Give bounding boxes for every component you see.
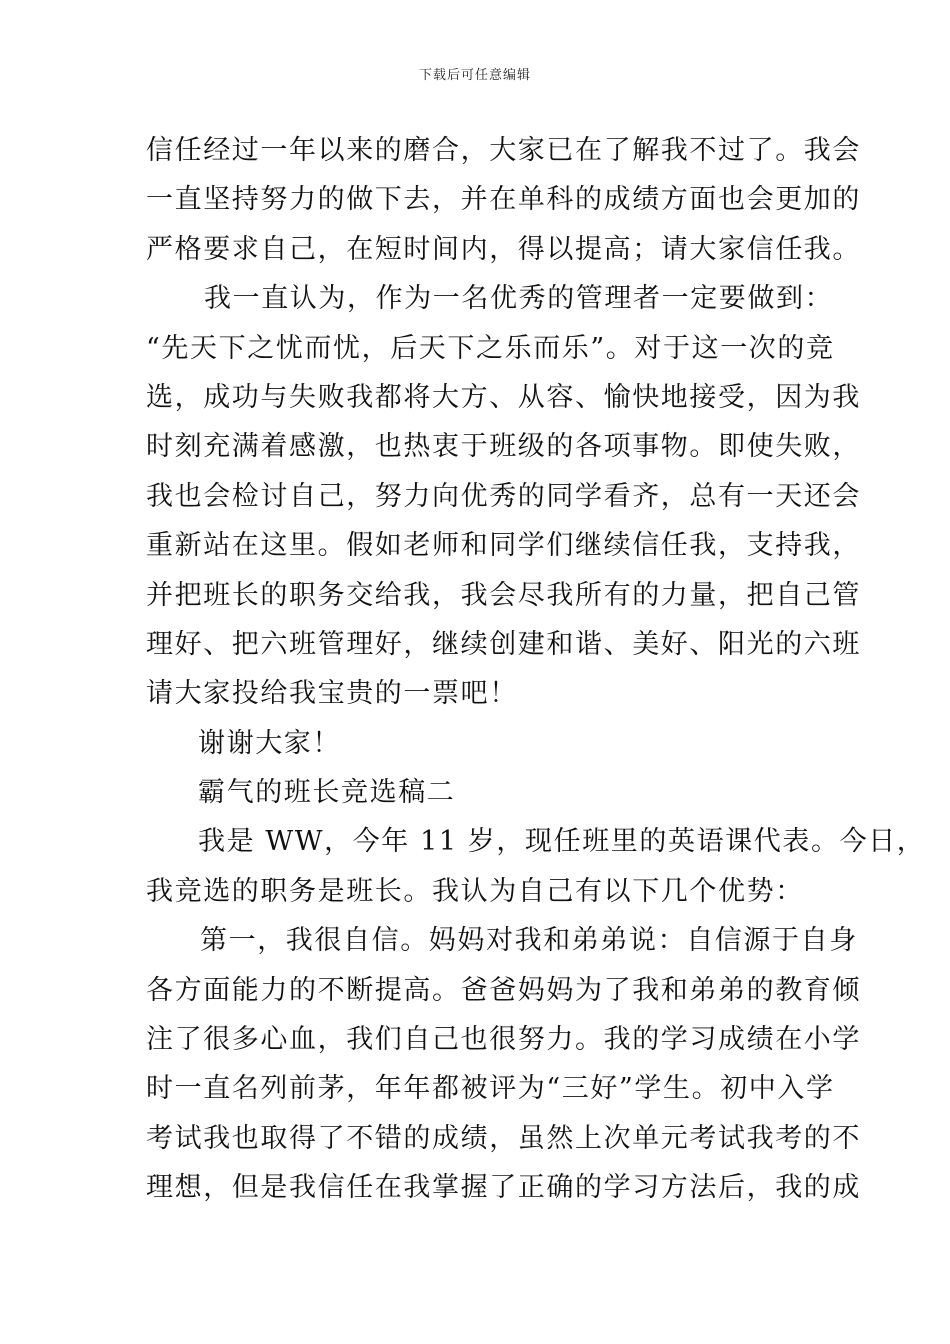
text-line: “先天下之忧而忧，后天下之乐而乐”。对于这一次的竞 xyxy=(146,332,835,364)
text-line: 严格要求自己，在短时间内，得以提高；请大家信任我。 xyxy=(146,233,861,265)
text-line: 信任经过一年以来的磨合，大家已在了解我不过了。我会 xyxy=(146,135,861,166)
text-line: 重新站在这里。假如老师和同学们继续信任我，支持我， xyxy=(146,530,861,562)
text-line: 我也会检讨自己，努力向优秀的同学看齐，总有一天还会 xyxy=(146,480,861,512)
section-title: 霸气的班长竞选稿二 xyxy=(198,777,456,809)
text-line: 时一直名列前茅，年年都被评为“三好”学生。初中入学 xyxy=(146,1073,835,1105)
text-line: 请大家投给我宝贵的一票吧！ xyxy=(146,678,518,710)
text-line: 考试我也取得了不错的成绩，虽然上次单元考试我考的不 xyxy=(146,1122,861,1154)
text-line: 时刻充满着感激，也热衷于班级的各项事物。即使失败， xyxy=(146,431,861,463)
document-body xyxy=(146,126,926,1213)
text-line: 各方面能力的不断提高。爸爸妈妈为了我和弟弟的教育倾 xyxy=(146,974,861,1006)
paragraph-start: 我是 WW，今年 11 岁，现任班里的英语课代表。今日， xyxy=(198,826,926,858)
text-line: 并把班长的职务交给我，我会尽我所有的力量，把自己管 xyxy=(146,579,861,611)
paragraph-start: 第一，我很自信。妈妈对我和弟弟说：自信源于自身 xyxy=(200,925,858,957)
closing-thanks: 谢谢大家！ xyxy=(198,727,341,759)
text-line: 我竞选的职务是班长。我认为自己有以下几个优势： xyxy=(146,875,804,907)
text-line: 理想，但是我信任在我掌握了正确的学习方法后，我的成 xyxy=(146,1172,861,1204)
text-line: 一直坚持努力的做下去，并在单科的成绩方面也会更加的 xyxy=(146,184,861,216)
text-line: 选，成功与失败我都将大方、从容、愉快地接受，因为我 xyxy=(146,381,861,413)
paragraph-start: 我一直认为，作为一名优秀的管理者一定要做到： xyxy=(204,283,834,315)
text-line: 注了很多心血，我们自己也很努力。我的学习成绩在小学 xyxy=(146,1024,861,1056)
text-line: 理好、把六班管理好，继续创建和谐、美好、阳光的六班 xyxy=(146,628,861,660)
header-note: 下载后可任意编辑 xyxy=(418,68,531,83)
